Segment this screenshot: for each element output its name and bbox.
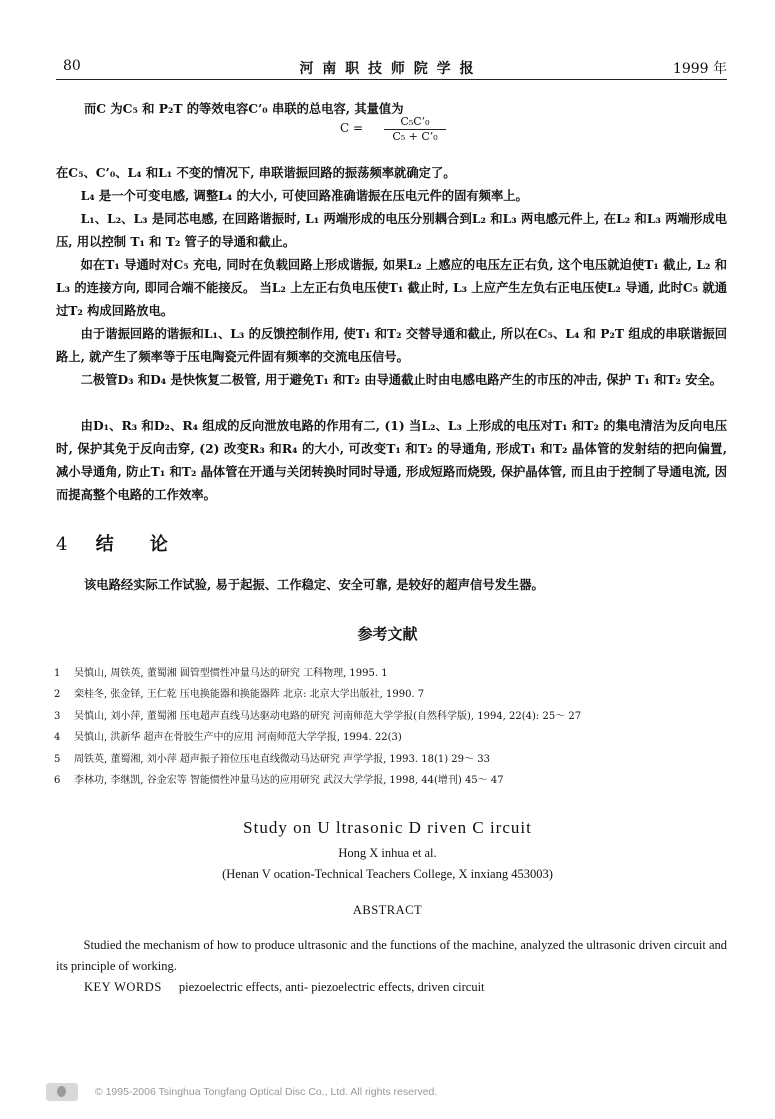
paragraph-5: 由于谐振回路的谐振和L₁、L₃ 的反馈控制作用, 使T₁ 和T₂ 交替导通和截止, 所以在C₅、L₄ 和 P₂T 组成的串联谐振回路上, 就产生了频率等于压电陶瓷元件固有频率的交流电压信号。 [56, 326, 727, 364]
references-heading: 参考文献 [357, 625, 418, 643]
reference-item [54, 771, 581, 792]
reference-number: 3 [54, 710, 61, 722]
paragraph-3: L₁、L₂、L₃ 是同芯电感, 在回路谐振时, L₁ 两端形成的电压分别耦合到L₂ 和L₃ 两电感元件上, 在L₂ 和L₃ 两端形成电压, 用以控制 T₁ 和 T₂ 管子的导通和截止。 [56, 211, 727, 249]
keywords-line [84, 980, 485, 995]
formula-lhs: C = [340, 121, 364, 135]
english-title: Study on U ltrasonic D riven C ircuit [243, 818, 532, 837]
abstract-heading: ABSTRACT [352, 903, 423, 917]
reference-text: 李林功, 李继凯, 谷金宏等 智能惯性冲量马达的应用研究 武汉大学学报, 1998, 44(增刊) 45～ 47 [74, 774, 504, 786]
reference-item [54, 685, 581, 706]
paragraph-1: 在C₅、C’₀、L₄ 和L₁ 不变的情况下, 串联谐振回路的振荡频率就确定了。 [56, 165, 456, 180]
page-number: 80 [63, 58, 81, 74]
section-title: 结 论 [95, 534, 168, 555]
reference-item [54, 728, 581, 749]
publisher-logo-icon [46, 1083, 78, 1101]
reference-text: 栾桂冬, 张金铎, 王仁乾 压电换能器和换能器阵 北京: 北京大学出版社, 1990. 7 [74, 689, 425, 701]
section-heading [56, 530, 168, 556]
year-label: 1999 年 [672, 61, 727, 77]
copyright-footer [46, 1083, 437, 1101]
reference-number: 1 [54, 668, 61, 679]
formula-numerator: C₅C’₀ [384, 115, 446, 130]
reference-number: 2 [54, 689, 61, 701]
section-number: 4 [56, 534, 68, 555]
intro-paragraph: 而C 为C₅ 和 P₂T 的等效电容C’₀ 串联的总电容, 其量值为 [84, 101, 404, 116]
reference-item [54, 750, 581, 771]
paragraph-6: 二极管D₃ 和D₄ 是快恢复二极管, 用于避免T₁ 和T₂ 由导通截止时由电感电路产生的市压的冲击, 保护 T₁ 和T₂ 安全。 [80, 372, 723, 387]
english-authors: Hong X inhua et al. [338, 846, 437, 860]
reference-text: 周铁英, 董蜀湘, 刘小萍 超声振子箝位压电直线微动马达研究 声学学报, 1993. 18(1) 29～ 33 [74, 753, 490, 765]
journal-title: 河 南 职 技 师 院 学 报 [299, 61, 476, 77]
keywords-text: piezoelectric effects, anti- piezoelectric effects, driven circuit [178, 980, 485, 994]
reference-text: 吴慎山, 洪新华 超声在骨胶生产中的应用 河南师范大学学报, 1994. 22(3) [74, 732, 402, 744]
abstract-body: Studied the mechanism of how to produce ultrasonic and the functions of the machine, analyzed the ultrasonic driven circuit and its principle of working. [56, 938, 727, 973]
paragraph-2: L₄ 是一个可变电感, 调整L₄ 的大小, 可使回路准确谐振在压电元件的固有频率上。 [80, 188, 528, 203]
reference-list [54, 664, 581, 792]
reference-number: 5 [54, 753, 61, 765]
keywords-label: KEY WORDS [84, 980, 162, 994]
reference-item [54, 707, 581, 728]
paragraph-7: 由D₁、R₃ 和D₂、R₄ 组成的反向泄放电路的作用有二, (1) 当L₂、L₃ 上形成的电压对T₁ 和T₂ 的集电清洁为反向电压时, 保护其免于反向击穿, (2) 改变R₃ 和R₄ 的大小, 可改变T₁ 和T₂ 的导通角, 形成T₁ 和T₂ 晶体管的发射结的把向偏置, 减小导通角, 防止T₁ 和T₂ 晶体管在开通与关闭转换时同时导通, 形成短路而烧毁, 保护晶体管, 而且由于控制了导通电流, 因而提高整个电路的工作效率。 [56, 418, 727, 502]
reference-item [54, 664, 581, 685]
copyright-text: © 1995-2006 Tsinghua Tongfang Optical Disc Co., Ltd. All rights reserved. [94, 1085, 438, 1098]
formula-fraction [384, 115, 446, 143]
conclusion-text: 该电路经实际工作试验, 易于起振、工作稳定、安全可靠, 是较好的超声信号发生器。 [84, 577, 544, 592]
reference-text: 吴慎山, 周铁英, 董蜀湘 圆管型惯性冲量马达的研究 工科物理, 1995. 1 [74, 668, 388, 679]
capacitance-formula [340, 115, 438, 143]
header-rule [56, 79, 727, 80]
formula-denominator: C₅ + C’₀ [392, 130, 438, 143]
reference-text: 吴慎山, 刘小萍, 董蜀湘 压电超声直线马达驱动电路的研究 河南师范大学学报(自然科学版), 1994, 22(4): 25～ 27 [74, 710, 582, 722]
paragraph-4: 如在T₁ 导通时对C₅ 充电, 同时在负载回路上形成谐振, 如果L₂ 上感应的电压左正右负, 这个电压就迫使T₁ 截止, L₂ 和L₃ 的连接方向, 即同合端不能接反。 当L₂ 上左正右负电压使T₁ 截止时, L₃ 上应产生左负右正电压使L₂ 导通, 此时C₅ 就通过T₂ 构成回路放电。 [56, 257, 727, 318]
reference-number: 6 [54, 774, 61, 786]
english-affiliation: (Henan V ocation-Technical Teachers College, X inxiang 453003) [222, 867, 553, 881]
reference-number: 4 [54, 732, 61, 744]
